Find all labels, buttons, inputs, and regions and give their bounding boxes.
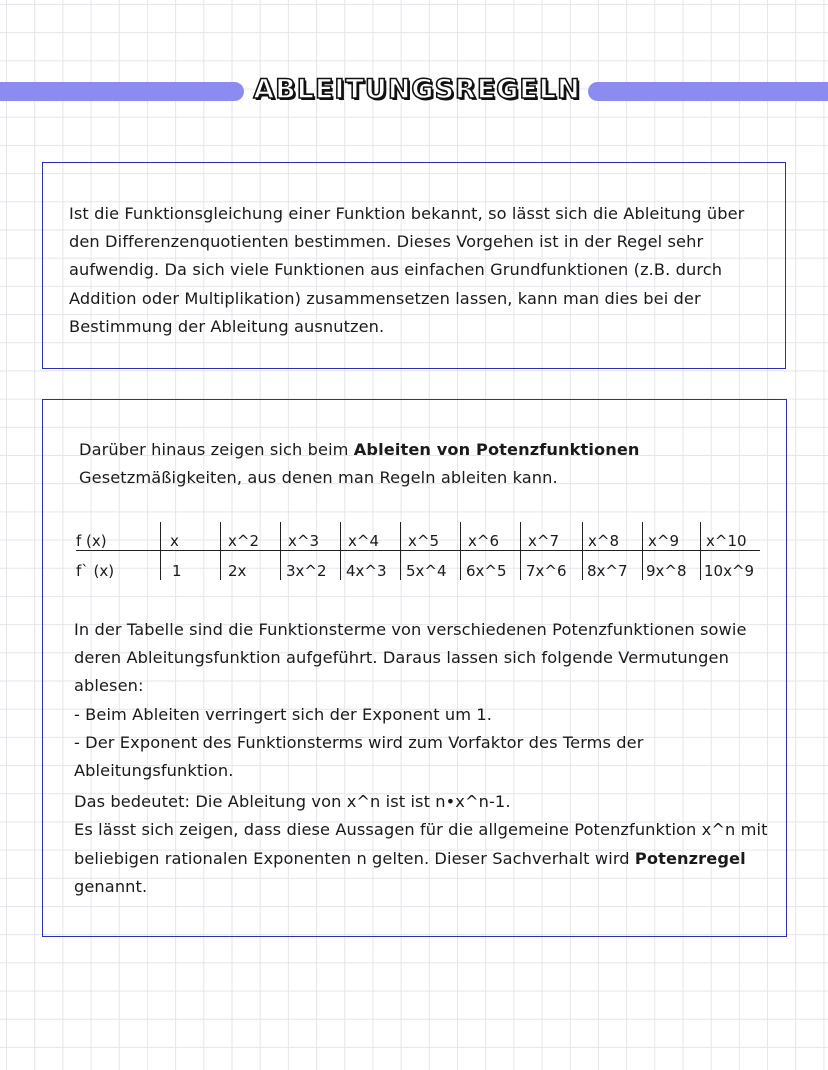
bullet-exponent-decrease: - Beim Ableiten verringert sich der Exponent um 1. — [74, 704, 493, 724]
explanation-block — [74, 616, 774, 901]
table-divider — [460, 522, 461, 580]
table-cell: x^6 — [468, 532, 499, 550]
table-cell: x^3 — [288, 532, 319, 550]
table-cell: x^10 — [706, 532, 747, 550]
table-cell: x^4 — [348, 532, 379, 550]
table-divider — [340, 522, 341, 580]
section-intro-start: Darüber hinaus zeigen sich beim — [79, 440, 354, 459]
table-cell: x^8 — [588, 532, 619, 550]
table-divider — [582, 522, 583, 580]
table-header-line — [76, 550, 760, 551]
table-divider — [400, 522, 401, 580]
page-title: ABLEITUNGSREGELN — [253, 74, 581, 105]
table-cell: 10x^9 — [704, 562, 755, 580]
rule-name-suffix: genannt. — [74, 876, 148, 896]
table-cell: x^2 — [228, 532, 259, 550]
general-text — [74, 816, 774, 901]
table-divider — [520, 522, 521, 580]
table-row-label-f: f (x) — [76, 532, 107, 550]
table-cell: 1 — [172, 562, 182, 580]
section-intro — [79, 436, 759, 492]
table-cell: 3x^2 — [286, 562, 327, 580]
section-intro-bold: Ableiten von Potenzfunktionen — [353, 440, 640, 459]
table-divider — [160, 522, 161, 580]
table-cell: 9x^8 — [646, 562, 687, 580]
table-cell: 7x^6 — [526, 562, 567, 580]
table-cell: x^9 — [648, 532, 679, 550]
table-divider — [700, 522, 701, 580]
table-row-label-fprime: f` (x) — [76, 562, 115, 580]
section-intro-end: Gesetzmäßigkeiten, aus denen man Regeln ableiten kann. — [79, 468, 558, 488]
bullet-exponent-factor: - Der Exponent des Funktionsterms wird zum Vorfaktor des Terms der Ableitungsfunktion. — [74, 732, 644, 781]
table-cell: x — [170, 532, 179, 550]
title-banner-right — [588, 82, 828, 101]
general-text-body: Es lässt sich zeigen, dass diese Aussagen für die allgemeine Potenzfunktion x^n mit beliebigen rationalen Exponenten n gelten. Dieser Sachverhalt wird — [74, 820, 768, 868]
table-divider — [642, 522, 643, 580]
meaning-text: Das bedeutet: Die Ableitung von x^n ist ist n•x^n-1. — [74, 792, 511, 812]
table-cell: 6x^5 — [466, 562, 507, 580]
table-cell: 2x — [228, 562, 247, 580]
table-divider — [220, 522, 221, 580]
table-cell: 8x^7 — [587, 562, 628, 580]
table-cell: x^5 — [408, 532, 439, 550]
title-banner-left — [0, 82, 244, 101]
rule-name: Potenzregel — [634, 848, 746, 868]
explanation-text: In der Tabelle sind die Funktionsterme von verschiedenen Potenzfunktionen sowie deren Ableitungsfunktion aufgeführt. Daraus lassen sich folgende Vermutungen ablesen: — [74, 620, 747, 696]
table-cell: 5x^4 — [406, 562, 447, 580]
derivative-table — [74, 528, 764, 586]
table-divider — [280, 522, 281, 580]
intro-text: Ist die Funktionsgleichung einer Funktion bekannt, so lässt sich die Ableitung über den Differenzenquotienten bestimmen. Dieses Vorgehen ist in der Regel sehr aufwendig. Da sich viele Funktionen aus einfachen Grundfunktionen (z.B. durch Addition oder Multiplikation) zusammensetzen lassen, kann man dies bei der Bestimmung der Ableitung ausnutzen. — [69, 204, 745, 336]
table-cell: 4x^3 — [346, 562, 387, 580]
table-cell: x^7 — [528, 532, 559, 550]
